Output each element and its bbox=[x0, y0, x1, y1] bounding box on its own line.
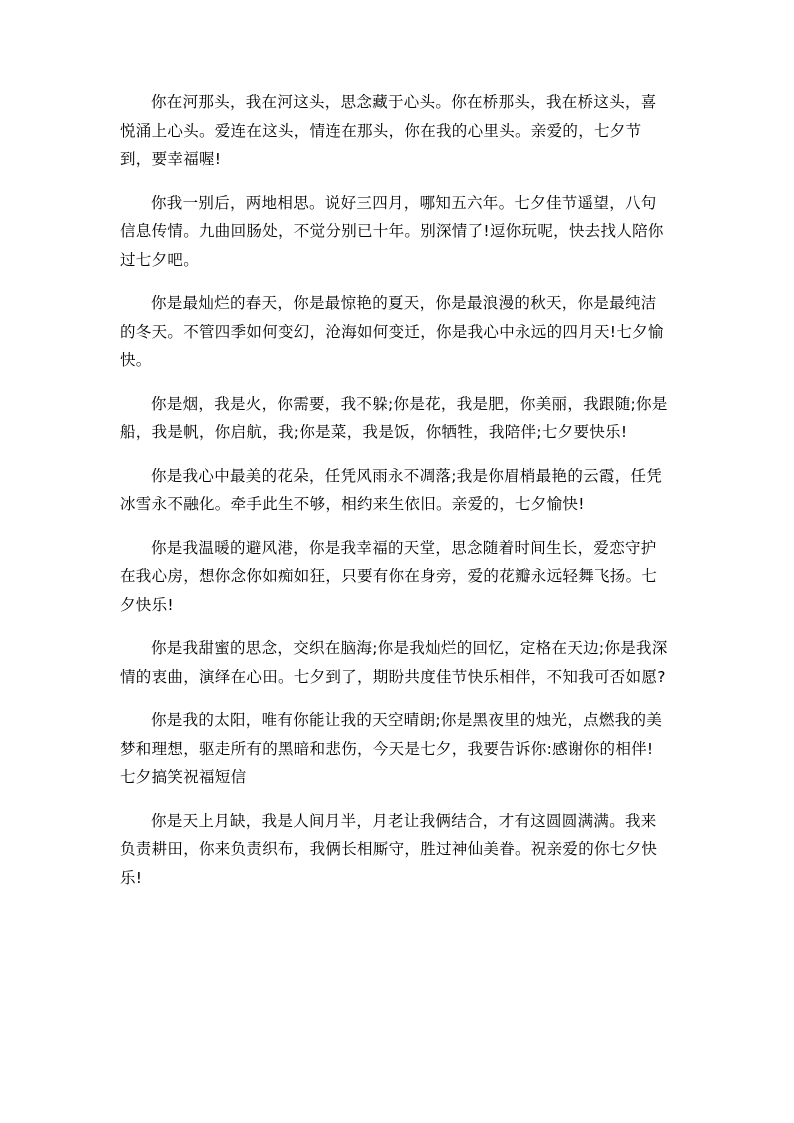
paragraph-7: 你是我甜蜜的思念，交织在脑海;你是我灿烂的回忆，定格在天边;你是我深情的衷曲，演绎在心田。七夕到了，期盼共度佳节快乐相伴，不知我可否如愿? bbox=[120, 639, 668, 686]
paragraph-9: 你是天上月缺，我是人间月半，月老让我俩结合，才有这圆圆满满。我来负责耕田，你来负责织布，我俩长相厮守，胜过神仙美眷。祝亲爱的你七夕快乐! bbox=[120, 811, 658, 887]
paragraph-8: 你是我的太阳，唯有你能让我的天空晴朗;你是黑夜里的烛光，点燃我的美梦和理想，驱走所有的黑暗和悲伤，今天是七夕，我要告诉你:感谢你的相伴!七夕搞笑祝福短信 bbox=[120, 711, 663, 786]
document-body bbox=[120, 88, 668, 907]
paragraph-5: 你是我心中最美的花朵，任凭风雨永不凋落;我是你眉梢最艳的云霞，任凭冰雪永不融化。牵手此生不够，相约来生依旧。亲爱的，七夕愉快! bbox=[120, 466, 663, 513]
paragraph-6: 你是我温暖的避风港，你是我幸福的天堂，思念随着时间生长，爱恋守护在我心房，想你念你如痴如狂，只要有你在身旁，爱的花瓣永远轻舞飞扬。七夕快乐! bbox=[120, 538, 658, 614]
paragraph-3: 你是最灿烂的春天，你是最惊艳的夏天，你是最浪漫的秋天，你是最纯洁的冬天。不管四季如何变幻，沧海如何变迁，你是我心中永远的四月天!七夕愉快。 bbox=[120, 294, 664, 369]
paragraph-1: 你在河那头，我在河这头，思念藏于心头。你在桥那头，我在桥这头，喜悦涌上心头。爱连在这头，情连在那头，你在我的心里头。亲爱的，七夕节到，要幸福喔! bbox=[120, 93, 657, 168]
paragraph-2: 你我一别后，两地相思。说好三四月，哪知五六年。七夕佳节遥望，八句信息传情。九曲回肠处，不觉分别已十年。别深情了!逗你玩呢，快去找人陪你过七夕吧。 bbox=[120, 193, 664, 269]
paragraph-4: 你是烟，我是火，你需要，我不躲;你是花，我是肥，你美丽，我跟随;你是船，我是帆，你启航，我;你是菜，我是饭，你牺牲，我陪伴;七夕要快乐! bbox=[120, 394, 668, 441]
